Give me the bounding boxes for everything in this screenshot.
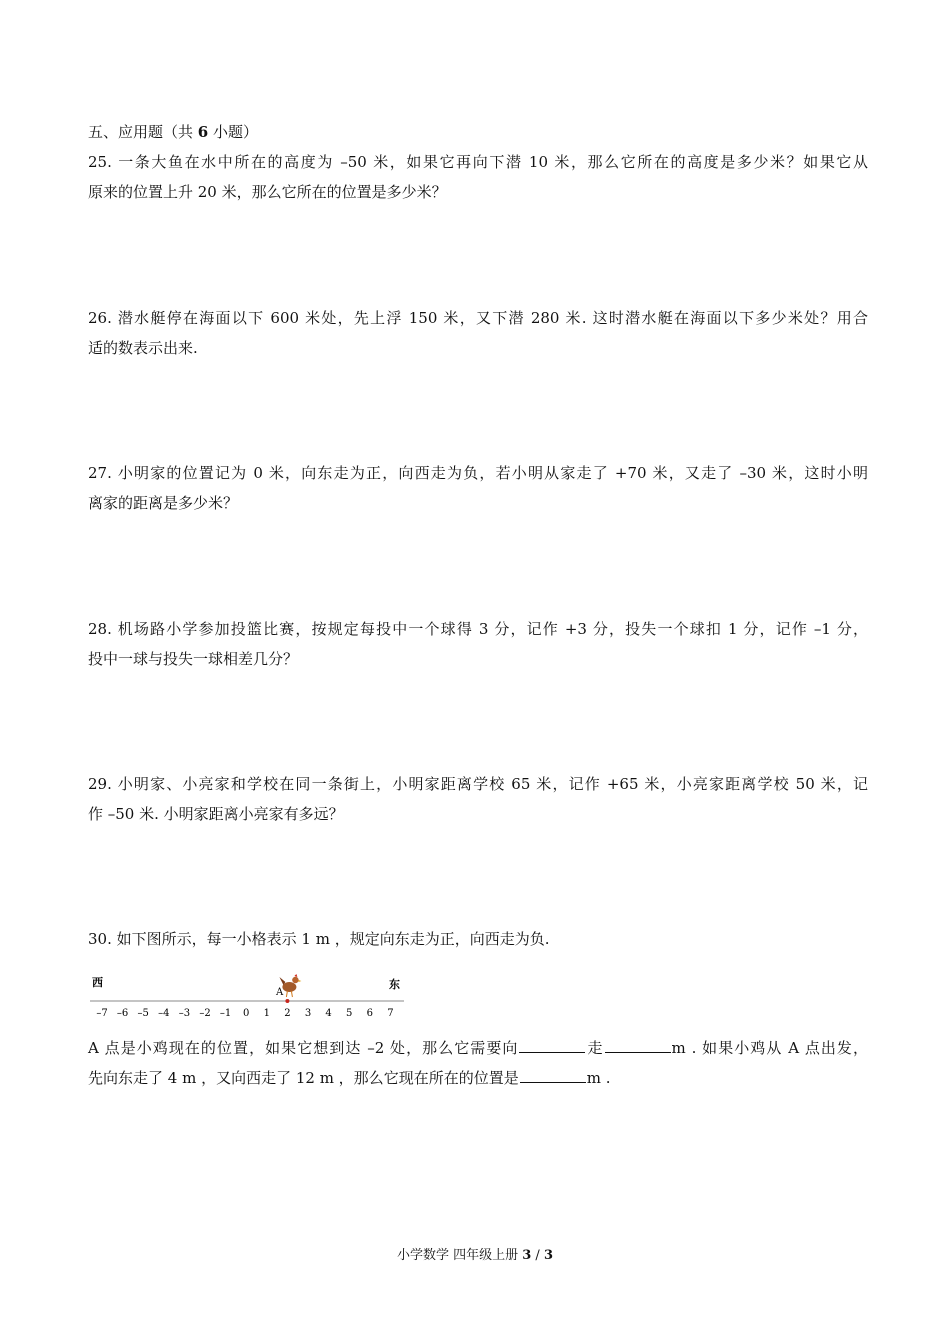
- question-27: [88, 463, 868, 523]
- point-a-label: A: [276, 987, 284, 998]
- tick-label: –1: [219, 1008, 232, 1019]
- question-29: [88, 774, 868, 834]
- question-30-line-2: [88, 1038, 868, 1058]
- question-25: [88, 152, 868, 212]
- tick-label: –6: [116, 1008, 129, 1019]
- tick-label: 2: [284, 1008, 291, 1019]
- answer-blank-distance[interactable]: [605, 1038, 671, 1053]
- tick-labels: [96, 1008, 393, 1019]
- east-label: 东: [389, 978, 400, 991]
- question-26-line-2: 适的数表示出来.: [88, 339, 198, 357]
- question-27-line-1: 27. 小明家的位置记为 0 米，向东走为正，向西走为负，若小明从家走了 +70 米，又走了 –30 米，这时小明: [88, 464, 868, 482]
- number-line-figure: [88, 970, 408, 1028]
- footer-page: 3: [522, 1248, 532, 1263]
- tick-label: 7: [387, 1008, 394, 1019]
- tick-label: 5: [346, 1008, 353, 1019]
- question-28: [88, 619, 868, 679]
- q30-text-e: m .: [586, 1069, 611, 1087]
- question-28-line-1: 28. 机场路小学参加投篮比赛，按规定每投中一个球得 3 分，记作 +3 分，投失一个球扣 1 分，记作 –1 分，: [88, 620, 868, 638]
- question-28-line-2: 投中一球与投失一球相差几分？: [88, 650, 299, 668]
- question-30-blanks: [88, 1038, 868, 1098]
- footer-text: 小学数学 四年级上册: [396, 1248, 523, 1263]
- point-a-dot: [285, 999, 289, 1003]
- question-25-line-1: 25. 一条大鱼在水中所在的高度为 –50 米，如果它再向下潜 10 米，那么它所在的高度是多少米？如果它从: [88, 153, 868, 171]
- question-30: [88, 929, 868, 959]
- tick-label: 6: [366, 1008, 373, 1019]
- question-27-line-2: 离家的距离是多少米？: [88, 494, 239, 512]
- question-29-line-1: 29. 小明家、小亮家和学校在同一条街上，小明家距离学校 65 米，记作 +65 米，小亮家距离学校 50 米，记: [88, 775, 868, 793]
- tick-label: 1: [263, 1008, 270, 1019]
- footer-sep: /: [531, 1248, 544, 1263]
- q30-text-b: 走: [586, 1039, 604, 1057]
- page-footer: [0, 1244, 950, 1263]
- q30-text-d: 先向东走了 4 m ，又向西走了 12 m ，那么它现在所在的位置是: [88, 1069, 519, 1087]
- tick-label: 0: [243, 1008, 250, 1019]
- tick-label: 4: [325, 1008, 332, 1019]
- q30-text-a: A 点是小鸡现在的位置，如果它想到达 –2 处，那么它需要向: [88, 1039, 519, 1057]
- tick-label: –2: [199, 1008, 211, 1019]
- question-25-line-2: 原来的位置上升 20 米，那么它所在的位置是多少米？: [88, 183, 447, 201]
- section-title: [88, 122, 258, 142]
- question-26: [88, 308, 868, 368]
- tick-label: –4: [158, 1008, 170, 1019]
- question-30-line-1: 30. 如下图所示，每一小格表示 1 m ，规定向东走为正，向西走为负.: [88, 930, 550, 948]
- question-26-line-1: 26. 潜水艇停在海面以下 600 米处，先上浮 150 米，又下潜 280 米. 这时潜水艇在海面以下多少米处？用合: [88, 309, 868, 327]
- tick-label: –7: [96, 1008, 108, 1019]
- footer-total: 3: [543, 1248, 553, 1263]
- section-title-prefix: 五、应用题（共: [88, 123, 198, 141]
- answer-blank-position[interactable]: [520, 1068, 586, 1083]
- question-29-line-2: 作 –50 米. 小明家距离小亮家有多远？: [88, 805, 344, 823]
- west-label: 西: [92, 976, 103, 989]
- tick-label: –5: [137, 1008, 149, 1019]
- section-title-suffix: 小题）: [208, 123, 258, 141]
- answer-blank-direction[interactable]: [519, 1038, 585, 1053]
- section-title-count: 6: [197, 123, 209, 141]
- tick-label: 3: [304, 1008, 312, 1019]
- question-30-line-3: [88, 1068, 868, 1088]
- q30-text-c: m . 如果小鸡从 A 点出发，: [671, 1039, 868, 1057]
- tick-label: –3: [178, 1008, 191, 1019]
